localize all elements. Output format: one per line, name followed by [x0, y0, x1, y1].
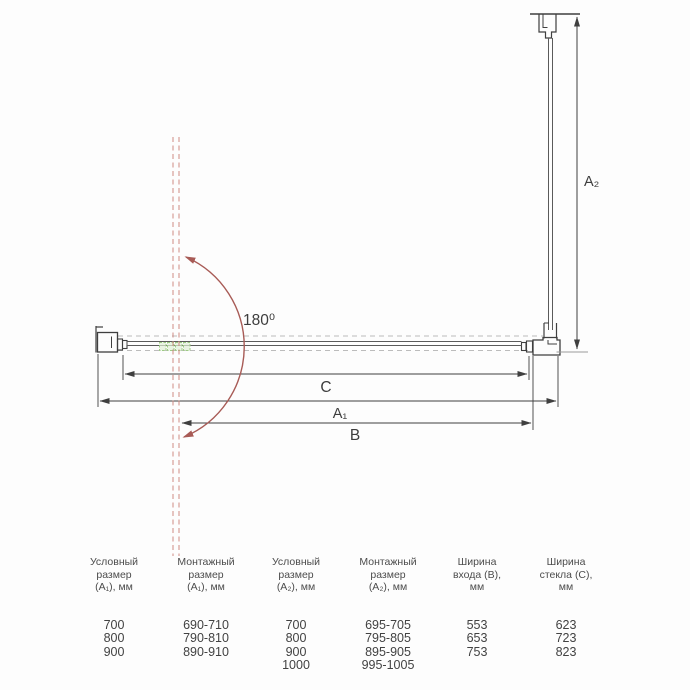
table-cell: 800: [103, 631, 125, 645]
table-column-nominal-a1: [70, 556, 158, 673]
dim-label-a2: A₂: [584, 174, 600, 190]
table-cell: 790-810: [183, 631, 229, 645]
table-cell: 723: [555, 631, 577, 645]
door-hinge: [118, 339, 123, 350]
column-header-line: (А₂), мм: [368, 581, 408, 593]
column-header-line: Ширина: [546, 556, 586, 568]
table-cell: 823: [555, 644, 577, 659]
table-column-nominal-a2: [252, 556, 340, 673]
table-cell: 700: [285, 617, 307, 632]
table-cell: [70, 659, 158, 673]
dim-b: [182, 356, 533, 444]
column-header-line: Условный: [89, 556, 139, 568]
door-swing-arc: [184, 257, 275, 437]
door-handle: [160, 343, 191, 351]
table-cell: 890-910: [183, 644, 229, 659]
table-cell: 800: [285, 631, 307, 645]
wall-profile-top: [530, 14, 580, 38]
column-header-line: мм: [558, 581, 574, 593]
table-cell: 900: [285, 644, 307, 659]
table-cell: 553: [466, 617, 488, 632]
dim-label-a1: A₁: [332, 406, 348, 422]
dim-a2: [557, 17, 600, 352]
column-header-line: входа (B),: [452, 568, 502, 581]
table-cell: 623: [555, 617, 577, 632]
table-cell: 995-1005: [361, 658, 415, 672]
column-header-line: Монтажный: [177, 556, 235, 568]
column-header-line: размер: [188, 568, 224, 581]
table-column-entry-width-b: [433, 556, 521, 673]
table-column-mounting-a2: [344, 556, 432, 673]
column-header-line: (А₁), мм: [187, 581, 225, 593]
column-header-line: размер: [96, 568, 132, 581]
dim-label-c: C: [320, 379, 332, 396]
table-cell: [522, 659, 610, 673]
wall-profile-left: [96, 326, 127, 353]
column-header-line: размер: [278, 568, 314, 581]
column-header-line: Ширина: [457, 556, 497, 568]
dim-c: [123, 355, 529, 396]
column-header-line: Условный: [271, 556, 321, 568]
table-cell: 653: [466, 631, 488, 645]
table-cell: [433, 659, 521, 673]
fixed-glass-panel: [549, 38, 553, 330]
table-cell: 900: [103, 644, 125, 659]
column-header-line: мм: [469, 581, 485, 593]
table-cell: 690-710: [183, 617, 229, 632]
dim-label-b: B: [349, 427, 361, 444]
table-cell: 895-905: [365, 644, 411, 659]
table-column-mounting-a1: [162, 556, 250, 673]
table-cell: 753: [466, 644, 488, 659]
table-cell: 1000: [282, 658, 310, 672]
table-cell: 700: [103, 617, 125, 632]
table-column-glass-width-c: [522, 556, 610, 673]
table-cell: 795-805: [365, 631, 411, 645]
column-header-line: размер: [370, 568, 406, 581]
column-header-line: (А₂), мм: [276, 581, 316, 593]
column-header-line: Монтажный: [359, 556, 417, 568]
column-header-line: (А₁), мм: [95, 581, 133, 593]
table-cell: 695-705: [365, 617, 411, 632]
table-cell: [162, 659, 250, 673]
size-table: [0, 556, 690, 686]
angle-label: 180⁰: [243, 312, 276, 329]
column-header-line: стекла (C),: [539, 568, 593, 581]
